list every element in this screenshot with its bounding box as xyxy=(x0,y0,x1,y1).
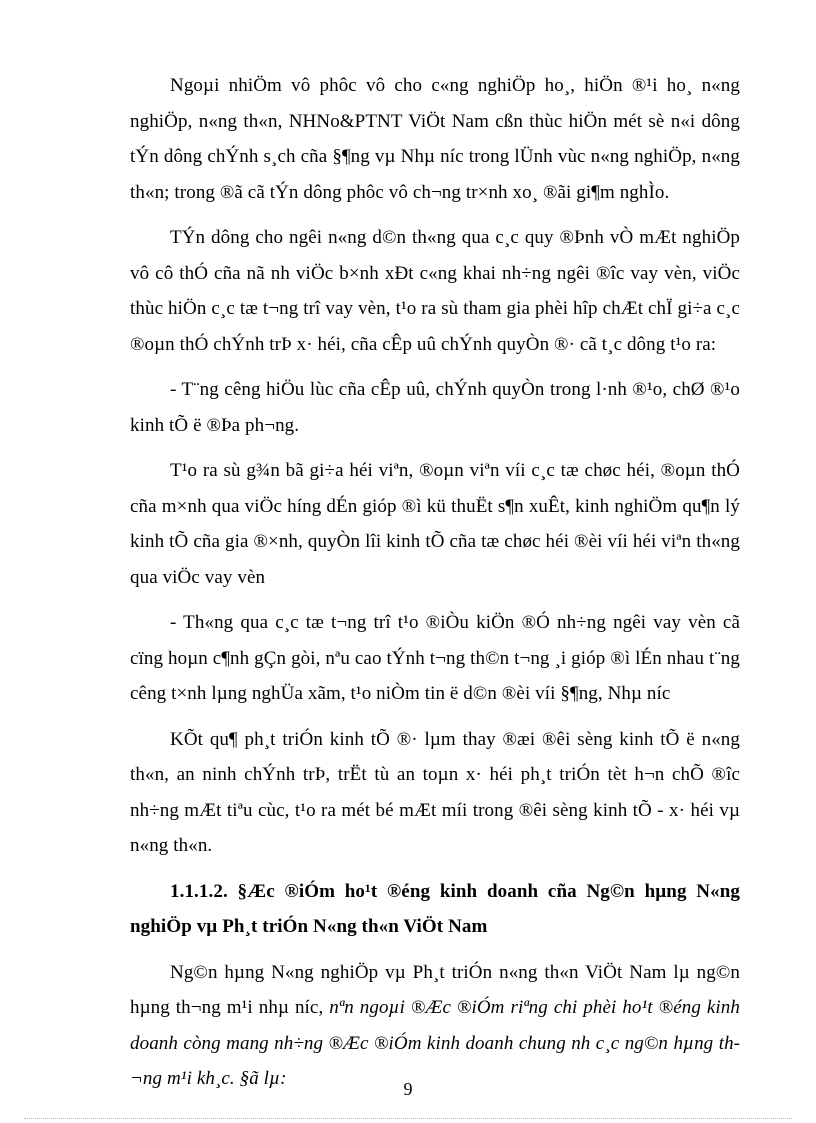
section-heading: 1.1.1.2. §Æc ®iÓm ho¹t ®éng kinh doanh cña Ng©n hµng N«ng nghiÖp vµ Ph¸t triÓn N«ng th«n ViÖt Nam xyxy=(130,880,740,937)
page-bottom-border xyxy=(24,1118,792,1119)
paragraph-5: - Th«ng qua c¸c tæ t¬ng trî t¹o ®iÒu kiÖn ®Ó nh÷ng ngêi vay vèn cã cïng hoµn c¶nh gÇn gòi, nªu cao tÝnh t¬ng th©n t¬ng ¸i gióp ®ì lÉn nhau t¨ng cêng t×nh lµng nghÜa xãm, t¹o niÒm tin ë d©n ®èi víi §¶ng, Nhµ níc xyxy=(130,612,740,704)
paragraph-6: KÕt qu¶ ph¸t triÓn kinh tÕ ®· lµm thay ®æi ®êi sèng kinh tÕ ë n«ng th«n, an ninh chÝnh trÞ, trËt tù an toµn x· héi ph¸t triÓn tèt h¬n chÕ ®îc nh÷ng mÆt tiªu cùc, t¹o ra mét bé mÆt míi trong ®êi sèng kinh tÕ - x· héi vµ n«ng th«n. xyxy=(130,728,740,856)
paragraph-7-normal: Ng©n hµng N«ng nghiÖp vµ Ph¸t triÓn n«ng th«n ViÖt Nam lµ ng©n hµng th¬ng m¹i nhµ níc, xyxy=(130,961,740,1018)
page-content xyxy=(130,68,740,1107)
paragraph-7 xyxy=(130,955,740,1097)
paragraph-7-italic: nªn ngoµi ®Æc ®iÓm riªng chi phèi ho¹t ®éng kinh doanh còng mang nh÷ng ®Æc ®iÓm kinh doanh chung nh c¸c ng©n hµng th¬ng m¹i kh¸c. §ã lµ: xyxy=(130,997,740,1089)
paragraph-1: Ngoµi nhiÖm vô phôc vô cho c«ng nghiÖp ho¸, hiÖn ®¹i ho¸ n«ng nghiÖp, n«ng th«n, NHNo&PTNT ViÖt Nam cßn thùc hiÖn mét sè n«i dông tÝn dông chÝnh s¸ch cña §¶ng vµ Nhµ níc trong lÜnh vùc n«ng nghiÖp, n«ng th«n; trong ®ã cã tÝn dông phôc vô ch¬ng tr×nh xo¸ ®ãi gi¶m nghÌo. xyxy=(130,75,740,203)
page-number: 9 xyxy=(403,1079,413,1099)
paragraph-2: TÝn dông cho ngêi n«ng d©n th«ng qua c¸c quy ®Þnh vÒ mÆt nghiÖp vô cô thÓ cña nã nh viÖc b×nh xÐt c«ng khai nh÷ng ngêi ®îc vay vèn, viÖc thùc hiÖn c¸c tæ t¬ng trî vay vèn, t¹o ra sù tham gia phèi hîp chÆt chÏ gi÷a c¸c ®oµn thÓ chÝnh trÞ x· héi, cña cÊp uû chÝnh quyÒn ®· cã t¸c dông t¹o ra: xyxy=(130,227,740,355)
paragraph-4: T¹o ra sù g¾n bã gi÷a héi viªn, ®oµn viªn víi c¸c tæ chøc héi, ®oµn thÓ cña m×nh qua viÖc híng dÉn gióp ®ì kü thuËt s¶n xuÊt, kinh nghiÖm qu¶n lý kinh tÕ cña gia ®×nh, quyÒn lîi kinh tÕ cña tæ chøc héi ®èi víi héi viªn th«ng qua viÖc vay vèn xyxy=(130,460,740,588)
paragraph-3: - T¨ng cêng hiÖu lùc cña cÊp uû, chÝnh quyÒn trong l·nh ®¹o, chØ ®¹o kinh tÕ ë ®Þa ph¬ng. xyxy=(130,379,740,436)
